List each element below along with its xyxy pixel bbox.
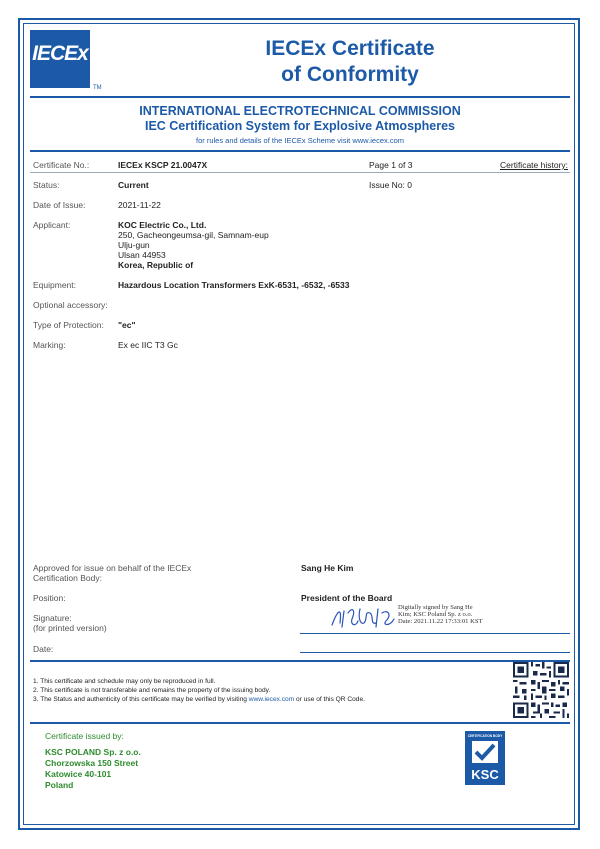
date-of-issue-label: Date of Issue: — [33, 200, 86, 210]
applicant-address-2: Ulju-gun — [118, 240, 150, 250]
issuer-country: Poland — [45, 780, 74, 790]
org-divider — [30, 150, 570, 152]
ksc-badge-top-text: CERTIFICATION BODY — [467, 734, 503, 738]
certificate-history-link[interactable]: Certificate history: — [500, 160, 569, 170]
note-3-link[interactable]: www.iecex.com — [248, 696, 295, 703]
approved-label-line-2: Certification Body: — [33, 573, 102, 583]
title-line-1: IECEx Certificate — [265, 37, 435, 60]
issued-by-label: Certificate issued by: — [45, 731, 124, 741]
org-name: INTERNATIONAL ELECTROTECHNICAL COMMISSION — [139, 104, 461, 118]
digital-line-2: Kim; KSC Poland Sp. z o.o. — [398, 611, 473, 619]
handwritten-signature — [330, 603, 398, 631]
applicant-block — [118, 220, 269, 270]
applicant-country: Korea, Republic of — [118, 260, 194, 270]
approved-label-line-1: Approved for issue on behalf of the IECEx — [33, 563, 192, 573]
approver-name: Sang He Kim — [301, 563, 354, 573]
issuer-street: Chorzowska 150 Street — [45, 758, 139, 768]
signature-label — [33, 613, 107, 633]
rules-note — [30, 136, 570, 145]
org-system: IEC Certification System for Explosive Atmospheres — [144, 119, 456, 133]
applicant-name: KOC Electric Co., Ltd. — [118, 220, 207, 230]
ksc-badge-text: KSC — [471, 767, 499, 782]
status-label: Status: — [33, 180, 60, 190]
note-3-tail: or use of this QR Code. — [296, 696, 365, 703]
digital-line-3: Date: 2021.11.22 17:33:01 KST — [398, 618, 483, 626]
rules-text: for rules and details of the IECEx Scheme visit — [195, 136, 351, 145]
logo-trademark: TM — [93, 85, 102, 91]
rules-link[interactable]: www.iecex.com — [352, 136, 405, 145]
row-divider — [30, 172, 570, 173]
date-label: Date: — [33, 644, 54, 654]
issue-number: Issue No: 0 — [369, 180, 412, 190]
signature-label-line-2: (for printed version) — [33, 623, 107, 633]
marking-value: Ex ec IIC T3 Gc — [118, 340, 178, 350]
marking-label: Marking: — [33, 340, 66, 350]
ksc-certification-body-logo — [465, 731, 505, 785]
type-of-protection-value: "ec" — [118, 320, 136, 330]
note-1: 1. This certificate and schedule may only be reproduced in full. — [33, 678, 216, 685]
page-indicator: Page 1 of 3 — [369, 160, 413, 170]
applicant-address-1: 250, Gacheongeumsa-gil, Samnam-eup — [118, 230, 269, 240]
equipment-value: Hazardous Location Transformers ExK-6531, -6532, -6533 — [118, 280, 350, 290]
issuer-city: Katowice 40-101 — [45, 769, 112, 779]
issuer-divider — [30, 722, 570, 724]
position-value: President of the Board — [301, 593, 393, 603]
certificate-title — [170, 36, 530, 88]
note-3-text: 3. The Status and authenticity of this certificate may be verified by visiting — [33, 696, 247, 703]
digital-line-1: Digitally signed by Sang He — [398, 604, 473, 611]
date-of-issue-value: 2021-11-22 — [118, 200, 161, 210]
checkmark-icon — [472, 741, 498, 763]
note-3 — [33, 696, 365, 703]
type-of-protection-label: Type of Protection: — [33, 320, 104, 330]
header-divider — [30, 96, 570, 98]
iecex-logo — [30, 30, 90, 88]
note-2: 2. This certificate is not transferable and remains the property of the issuing body. — [33, 687, 271, 694]
cert-no-label: Certificate No.: — [33, 160, 90, 170]
equipment-label: Equipment: — [33, 280, 76, 290]
logo-text: IECEx — [32, 42, 88, 65]
signature-label-line-1: Signature: — [33, 613, 72, 623]
issuer-name: KSC POLAND Sp. z o.o. — [45, 747, 141, 757]
qr-code-icon[interactable] — [513, 662, 569, 718]
status-value: Current — [118, 180, 149, 190]
optional-accessory-label: Optional accessory: — [33, 300, 108, 310]
digital-signature-text — [398, 604, 483, 626]
cert-no-value: IECEx KSCP 21.0047X — [118, 160, 208, 170]
title-line-2: of Conformity — [281, 63, 419, 86]
applicant-address-3: Ulsan 44953 — [118, 250, 166, 260]
applicant-label: Applicant: — [33, 220, 71, 230]
approved-label — [33, 563, 191, 583]
date-underline — [300, 652, 570, 653]
notes-divider — [30, 660, 570, 662]
signature-underline — [300, 633, 570, 634]
position-label: Position: — [33, 593, 66, 603]
